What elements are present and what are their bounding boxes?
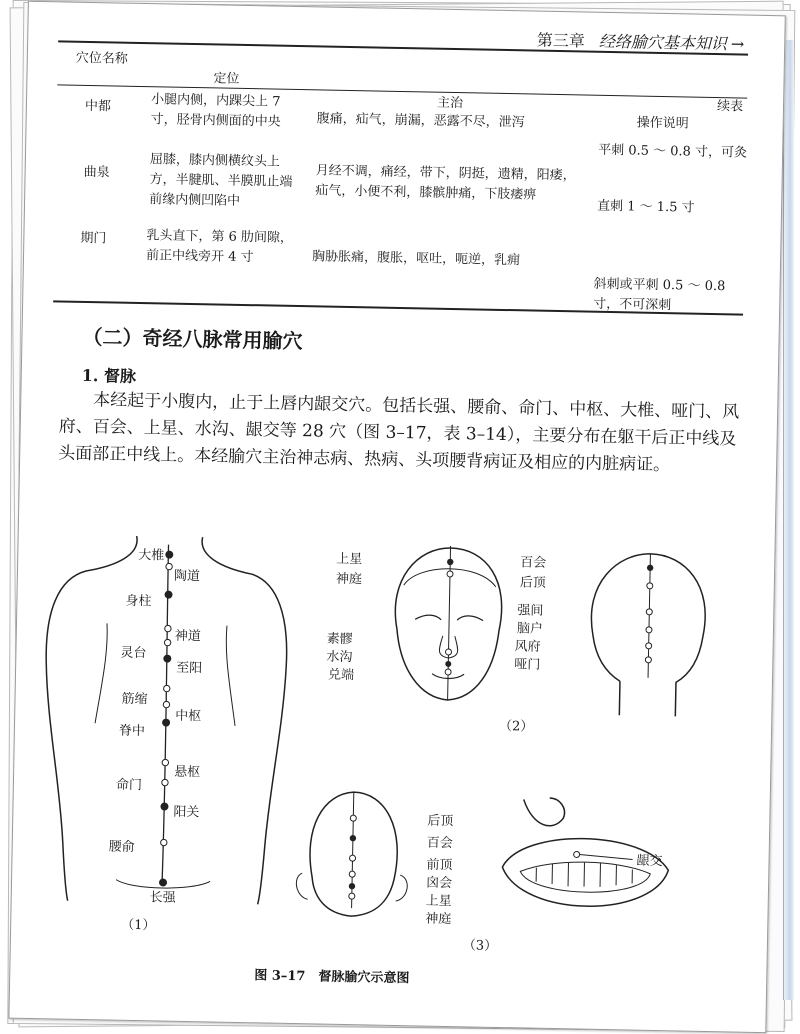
point-label: 灵台 (120, 645, 147, 662)
panel-label: （1） (121, 917, 156, 934)
point-label: 大椎 (138, 548, 165, 564)
head-back-diagram (575, 546, 718, 719)
book-page (8, 1, 785, 1033)
row-name: 中都 (84, 98, 112, 115)
point-label: 兑端 (327, 667, 355, 684)
subsection-title: 1. 督脉 (81, 365, 137, 386)
point-label: 强间 (517, 603, 544, 619)
row-operation: 直刺 1 ～ 1.5 寸 (596, 198, 695, 216)
continued-label: 续表 (716, 99, 744, 115)
point-label: 素髎 (326, 631, 353, 648)
point-label: 长强 (149, 890, 176, 906)
point-label: 阳关 (173, 804, 200, 821)
face-diagram (375, 539, 518, 712)
section-title: （二）奇经八脉常用腧穴 (82, 324, 303, 354)
point-label: 囟会 (425, 875, 453, 892)
row-operation: 平刺 0.5 ～ 0.8 寸，可灸 (598, 142, 748, 161)
body-paragraph: 本经起于小腹内，止于上唇内龈交穴。包括长强、腰俞、命门、中枢、大椎、哑门、风府、百会、上星、水沟、龈交等 28 穴（图 3–17，表 3–14），主要分布在躯干后正中线及头面部正中线上。本经腧穴主治神志病、热病、头项腰背病证及相应的内脏病证。 (58, 390, 740, 476)
column-header-location: 定位 (213, 71, 240, 87)
row-indication: 腹痛，疝气，崩漏，恶露不尽，泄泻 (316, 111, 525, 131)
point-label: 上星 (425, 893, 452, 910)
row-indication: 胸胁胀痛，腹胀，呕吐，呃逆，乳痈 (311, 249, 521, 269)
point-label: 上星 (336, 551, 363, 568)
point-label: 命门 (115, 777, 143, 794)
point-label: 至阳 (176, 660, 203, 677)
point-label: 脊中 (118, 723, 146, 740)
point-label: 龈交 (636, 853, 663, 870)
chapter-title: 经络腧穴基本知识 (598, 31, 728, 54)
point-label: 悬枢 (174, 764, 201, 781)
point-label: 后顶 (519, 575, 547, 591)
next-arrow-icon: → (730, 34, 745, 54)
point-label: 脑户 (516, 621, 544, 637)
point-label: 身柱 (125, 593, 152, 610)
point-label: 哑门 (514, 657, 541, 673)
row-location: 乳头直下，第 6 肋间隙，前正中线旁开 4 寸 (145, 228, 294, 266)
point-label: 前顶 (426, 857, 453, 874)
row-indication: 月经不调，痛经，带下，阴挺，遗精，阳痿，疝气，小便不利，膝髌肿痛，下肢痿痹 (315, 163, 576, 203)
column-header-name: 穴位名称 (75, 50, 128, 67)
row-location: 小腿内侧，内踝尖上 7 寸，胫骨内侧面的中央 (150, 92, 281, 130)
panel-label: （2） (498, 718, 534, 735)
point-label: 百会 (426, 835, 453, 852)
head-top-diagram (281, 777, 424, 930)
panel-label: （3） (462, 938, 498, 954)
row-name: 期门 (80, 230, 107, 247)
point-label: 水沟 (326, 649, 353, 666)
point-label: 中枢 (175, 708, 202, 725)
point-label: 后顶 (427, 813, 454, 830)
point-label: 神道 (174, 628, 201, 645)
point-label: 神庭 (425, 911, 452, 928)
point-label: 腰俞 (108, 839, 135, 855)
figure-caption: 图 3–17 督脉腧穴示意图 (254, 968, 410, 987)
back-diagram (32, 522, 299, 907)
column-header-operation: 操作说明 (636, 115, 689, 132)
point-label: 神庭 (335, 571, 363, 588)
point-label: 筋缩 (121, 691, 148, 708)
point-label: 陶道 (173, 568, 201, 585)
point-label: 风府 (514, 639, 541, 655)
row-location: 屈膝，膝内侧横纹头上方，半腱肌、半膜肌止端前缘内侧凹陷中 (148, 152, 293, 209)
point-label: 百会 (520, 555, 547, 571)
row-name: 曲泉 (83, 164, 110, 181)
chapter-label: 第三章 (536, 30, 586, 51)
column-header-indication: 主治 (436, 95, 464, 112)
row-operation: 斜刺或平刺 0.5 ～ 0.8 寸，不可深刺 (593, 276, 726, 314)
book-spine-edge (783, 40, 794, 1000)
